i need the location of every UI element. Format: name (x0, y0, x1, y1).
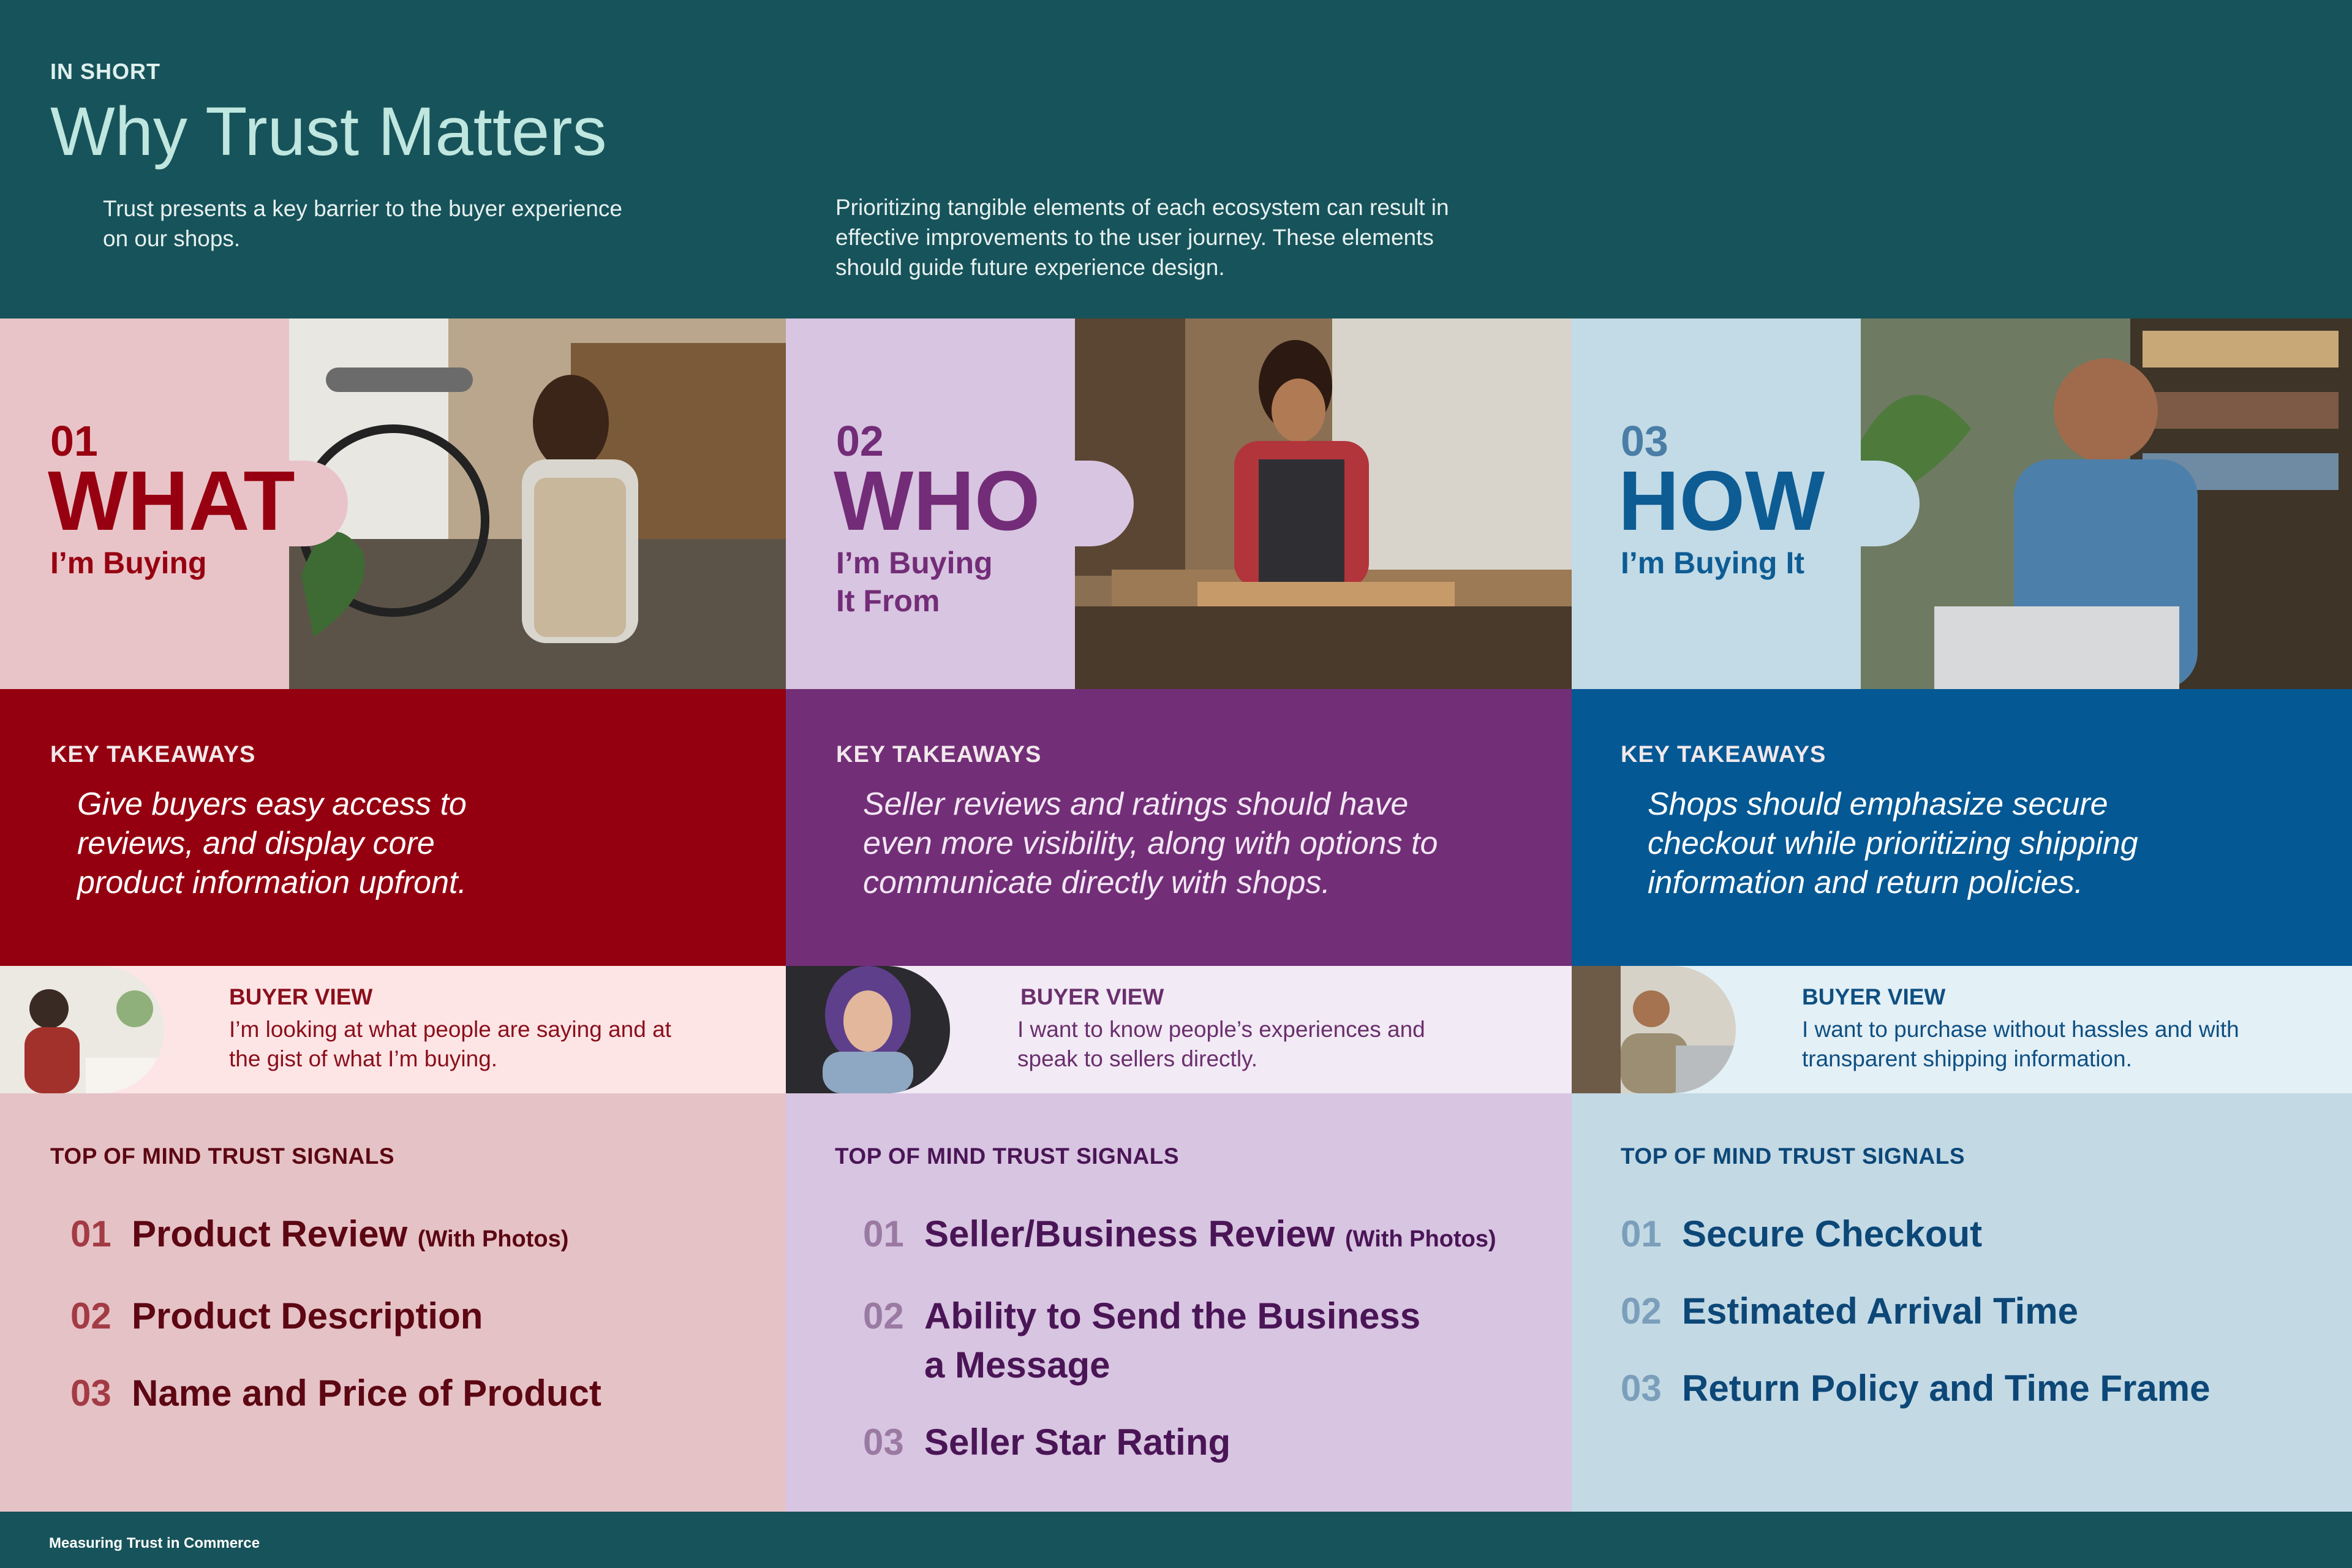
signal-item (1621, 1210, 2325, 1259)
column-what (0, 318, 786, 1512)
footer (0, 1512, 2352, 1568)
signal-name: Product Description (132, 1295, 483, 1336)
buyer-avatar (786, 966, 950, 1093)
signal-item (1621, 1364, 2325, 1413)
smiling-man-at-laptop-photo (1861, 318, 2352, 689)
signal-number: 02 (1621, 1291, 1662, 1332)
buyer-view-label: BUYER VIEW (1802, 984, 1946, 1009)
takeaway-text: Give buyers easy access to reviews, and display core product information upfront. (77, 786, 467, 900)
column-who (786, 318, 1572, 1512)
signal-item (863, 1292, 1567, 1390)
signal-item (70, 1369, 775, 1418)
signal-number: 01 (863, 1213, 904, 1254)
buyer-view-text: I want to know people’s experiences and speak to sellers directly. (1017, 1017, 1425, 1071)
signals-label: TOP OF MIND TRUST SIGNALS (50, 1144, 395, 1169)
signal-name: Name and Price of Product (132, 1373, 601, 1414)
section-number: 02 (836, 417, 884, 465)
signal-number: 03 (70, 1373, 111, 1414)
hero (786, 318, 1572, 689)
section-heading: HOW (1618, 454, 1825, 548)
key-takeaways (0, 689, 786, 966)
signal-name: Return Policy and Time Frame (1682, 1368, 2211, 1409)
signal-note: (With Photos) (417, 1226, 569, 1252)
signal-item (1621, 1287, 2325, 1336)
signals-label: TOP OF MIND TRUST SIGNALS (1621, 1144, 1966, 1169)
signal-name: Estimated Arrival Time (1682, 1291, 2078, 1332)
signal-name: Secure Checkout (1682, 1213, 1983, 1254)
signal-name: Seller Star Rating (924, 1422, 1231, 1463)
signal-item (70, 1292, 775, 1341)
takeaway-label: KEY TAKEAWAYS (1621, 742, 1826, 767)
buyer-view (0, 966, 786, 1093)
signals-label: TOP OF MIND TRUST SIGNALS (835, 1144, 1180, 1169)
section-subheading: I’m Buying It From (836, 546, 993, 618)
section-heading: WHO (834, 454, 1041, 548)
intro-right: Prioritizing tangible elements of each ecosystem can result in effective improvements to the user journey. These elements should guide future experience design. (835, 195, 1449, 280)
buyer-view (1572, 966, 2352, 1093)
buyer-view-text: I want to purchase without hassles and with transparent shipping information. (1802, 1017, 2239, 1071)
section-heading: WHAT (48, 454, 295, 548)
signal-number: 02 (70, 1295, 111, 1336)
section-number: 03 (1621, 417, 1668, 465)
hero (0, 318, 786, 689)
signals-list (863, 1210, 1567, 1495)
eyebrow: IN SHORT (50, 59, 161, 84)
signals-list (70, 1210, 775, 1446)
takeaway-text: Shops should emphasize secure checkout while prioritizing shipping information and return policies. (1648, 786, 2138, 900)
signal-number: 01 (1621, 1213, 1662, 1254)
footer-text: Measuring Trust in Commerce (49, 1535, 260, 1551)
buyer-avatar (1572, 966, 1736, 1093)
signal-name: Ability to Send the Business a Message (924, 1295, 1421, 1385)
signal-number: 02 (863, 1295, 904, 1336)
takeaway-text: Seller reviews and ratings should have even more visibility, along with options to communicate directly with shops. (863, 786, 1438, 900)
signal-item (863, 1418, 1567, 1467)
buyer-view-label: BUYER VIEW (1020, 984, 1164, 1009)
signal-name: Product Review (132, 1213, 408, 1254)
hero (1572, 318, 2352, 689)
section-subheading: I’m Buying It (1621, 546, 1804, 580)
trust-signals (0, 1093, 786, 1512)
signal-number: 01 (70, 1213, 111, 1254)
signal-number: 03 (863, 1422, 904, 1463)
buyer-view (786, 966, 1572, 1093)
key-takeaways (1572, 689, 2352, 966)
section-number: 01 (50, 417, 98, 465)
page-title: Why Trust Matters (50, 93, 607, 170)
intro-left: Trust presents a key barrier to the buyer experience on our shops. (103, 196, 622, 251)
column-how (1572, 318, 2352, 1512)
signal-note: (With Photos) (1345, 1226, 1496, 1252)
trust-signals (786, 1093, 1572, 1512)
takeaway-label: KEY TAKEAWAYS (836, 742, 1042, 767)
signal-number: 03 (1621, 1368, 1662, 1409)
buyer-avatar (0, 966, 164, 1093)
signal-item (863, 1210, 1567, 1264)
key-takeaways (786, 689, 1572, 966)
woodworker-at-bench-photo (1075, 318, 1572, 689)
takeaway-label: KEY TAKEAWAYS (50, 742, 256, 767)
signals-list (1621, 1210, 2325, 1441)
section-subheading: I’m Buying (50, 546, 207, 580)
header (0, 0, 2352, 318)
buyer-view-label: BUYER VIEW (229, 984, 373, 1009)
signal-name: Seller/Business Review (924, 1213, 1335, 1254)
cyclist-repairing-bike-photo (289, 318, 786, 689)
buyer-view-text: I’m looking at what people are saying and at the gist of what I’m buying. (229, 1017, 671, 1071)
signal-item (70, 1210, 775, 1264)
trust-signals (1572, 1093, 2352, 1512)
